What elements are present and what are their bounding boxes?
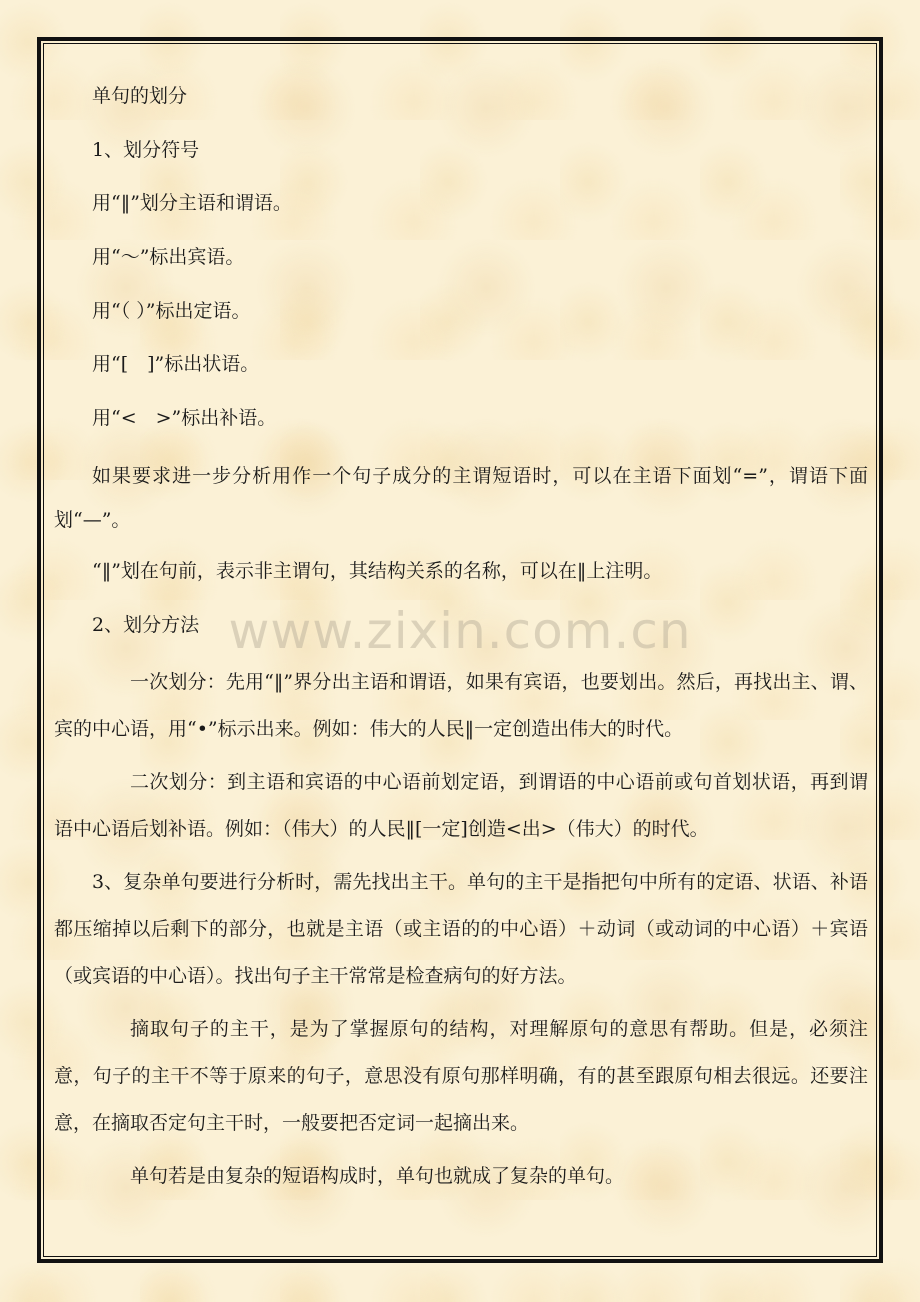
paragraph-extract-trunk: 摘取句子的主干，是为了掌握原句的结构，对理解原句的意思有帮助。但是，必须注意，句子的主干不等于原来的句子，意思没有原句那样明确，有的甚至跟原句相去很远。还要注意，在摘取否定句主干时，一般要把否定词一起摘出来。 [54,1018,868,1135]
rule-attributive: 用“（ ）”标出定语。 [92,299,251,322]
section-heading-methods: 2、划分方法 [92,613,200,636]
rule-adverbial: 用“[ ]”标出状语。 [92,353,260,376]
section-heading-symbols: 1、划分符号 [92,138,200,161]
watermark: www.zixin.com.cn [228,602,692,660]
paragraph-non-subject-predicate: “‖”划在句前，表示非主谓句，其结构关系的名称，可以在‖上注明。 [92,559,663,582]
paragraph-subject-predicate-phrase: 如果要求进一步分析用作一个句子成分的主谓短语时，可以在主语下面划“=”，谓语下面划“—”。 [54,464,868,531]
document-body [54,84,868,1200]
paragraph-complex-sentence: 3、复杂单句要进行分析时，需先找出主干。单句的主干是指把句中所有的定语、状语、补语都压缩掉以后剩下的部分，也就是主语（或主语的的中心语）＋动词（或动词的中心语）＋宾语（或宾语的中心语）。找出句子主干常常是检查病句的好方法。 [54,871,868,988]
paragraph-first-division: 一次划分：先用“‖”界分出主语和谓语，如果有宾语，也要划出。然后，再找出主、谓、宾的中心语，用“•”标示出来。例如：伟大的人民‖一定创造出伟大的时代。 [54,671,868,741]
rule-subject-predicate: 用“‖”划分主语和谓语。 [92,192,292,215]
paragraph-second-division: 二次划分：到主语和宾语的中心语前划定语，到谓语的中心语前或句首划状语，再到谓语中心语后划补语。例如：（伟大）的人民‖[一定]创造<出>（伟大）的时代。 [54,771,868,841]
rule-object: 用“～”标出宾语。 [92,246,245,269]
paragraph-complex-phrase: 单句若是由复杂的短语构成时，单句也就成了复杂的单句。 [130,1165,625,1188]
doc-title: 单句的划分 [92,85,188,107]
rule-complement: 用“< >”标出补语。 [92,407,277,430]
